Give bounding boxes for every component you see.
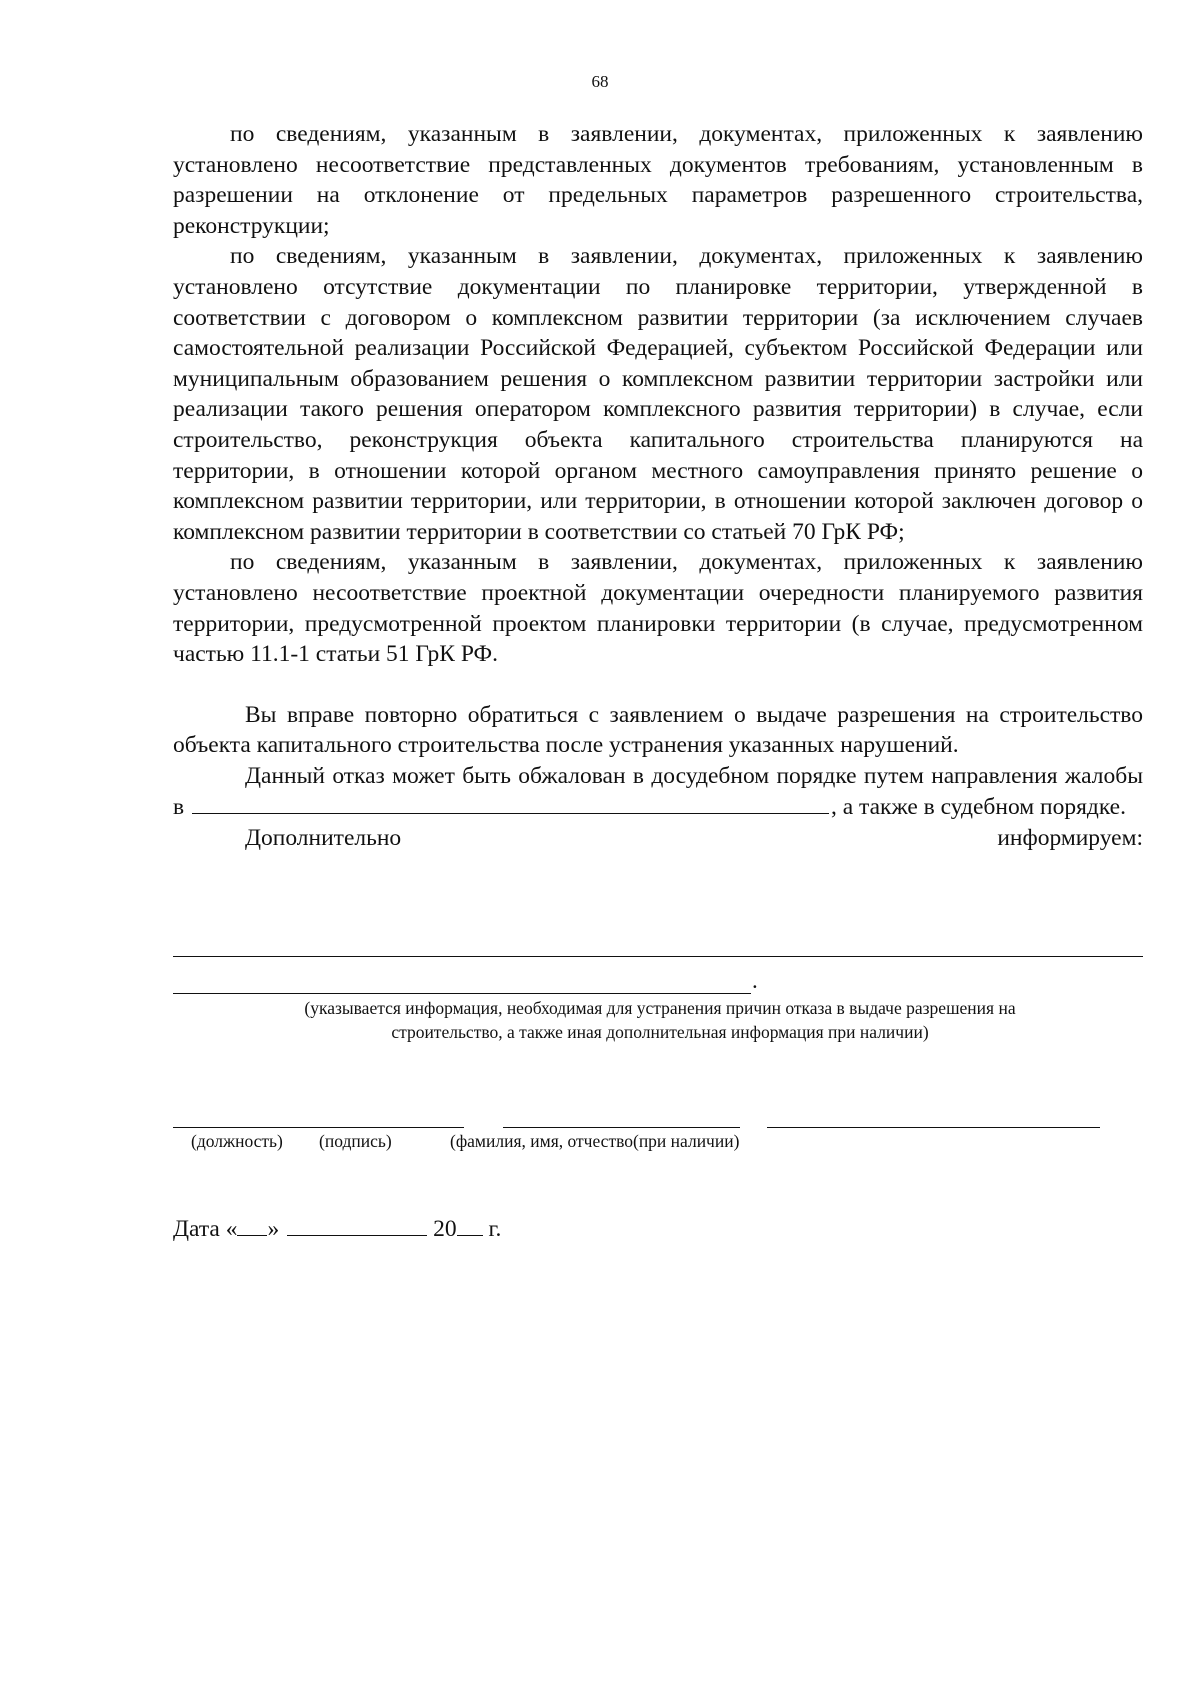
document-body [173, 119, 1143, 854]
additional-info-line-1[interactable] [173, 956, 1143, 957]
paragraph-spacer [173, 670, 1143, 700]
line-end-dot: . [752, 968, 758, 993]
date-year-blank[interactable] [457, 1213, 483, 1236]
explanatory-note: (указывается информация, необходимая для устранения причин отказа в выдаче разрешения на строительство, а также иная дополнительная информация при наличии) [304, 998, 1016, 1042]
date-close-quote: » [267, 1216, 280, 1242]
paragraph-inconsistency-permit: по сведениям, указанным в заявлении, документах, приложенных к заявлению установлено несоответствие представленных документов требованиям, установленным в разрешении на отклонение от предельных параметров разрешенного строительства, реконструкции; [173, 121, 1143, 239]
date-month-blank[interactable] [287, 1213, 427, 1236]
paragraph-missing-planning-docs: по сведениям, указанным в заявлении, документах, приложенных к заявлению установлено отсутствие документации по планировке территории, утвержденной в соответствии с договором о комплексном развитии территории (за исключением случаев самостоятельной реализации Российской Федерацией, субъектом Российской Федерации или муниципальным образованием решения о комплексном развитии территории застройки или реализации такого решения оператором комплексного развития территории) в случае, если строительство, реконструкция объекта капитального строительства планируются на территории, в отношении которой органом местного самоуправления принято решение о комплексном развитии территории, или территории, в отношении которой заключен договор о комплексном развитии территории в соответствии со статьей 70 ГрК РФ; [173, 243, 1143, 545]
additional-info-line-2[interactable] [173, 993, 751, 994]
additional-info-left: Дополнительно [245, 825, 402, 852]
fullname-line[interactable] [767, 1127, 1100, 1128]
date-label: Дата « [173, 1216, 238, 1242]
position-line[interactable] [173, 1127, 464, 1128]
date-year-suffix: г. [488, 1216, 502, 1242]
date-year-prefix: 20 [433, 1216, 457, 1242]
paragraph-inconsistency-project-docs: по сведениям, указанным в заявлении, документах, приложенных к заявлению установлено несоответствие проектной документации очередности планируемого развития территории, предусмотренной проектом планировки территории (в случае, предусмотренном частью 11.1-1 статьи 51 ГрК РФ. [173, 549, 1143, 668]
position-caption: (должность) [191, 1131, 283, 1151]
paragraph-reapply: Вы вправе повторно обратиться с заявлением о выдаче разрешения на строительство объекта капитального строительства после устранения указанных нарушений. [173, 701, 1143, 759]
paragraph-appeal [173, 761, 1143, 823]
additional-info-row [173, 823, 1143, 854]
appeal-authority-blank[interactable] [192, 791, 829, 814]
signature-line[interactable] [503, 1127, 740, 1128]
appeal-text-start: Данный отказ может быть обжалован в досудебном порядке путем направления жалобы в [173, 762, 1143, 821]
date-day-blank[interactable] [237, 1213, 267, 1236]
signature-caption: (подпись) [319, 1131, 392, 1151]
date-row [173, 1213, 501, 1243]
appeal-text-end: , а также в судебном порядке. [830, 794, 1126, 821]
fullname-caption: (фамилия, имя, отчество(при наличии) [450, 1131, 740, 1151]
page-number: 68 [591, 72, 609, 91]
additional-info-right: информируем: [997, 825, 1143, 852]
